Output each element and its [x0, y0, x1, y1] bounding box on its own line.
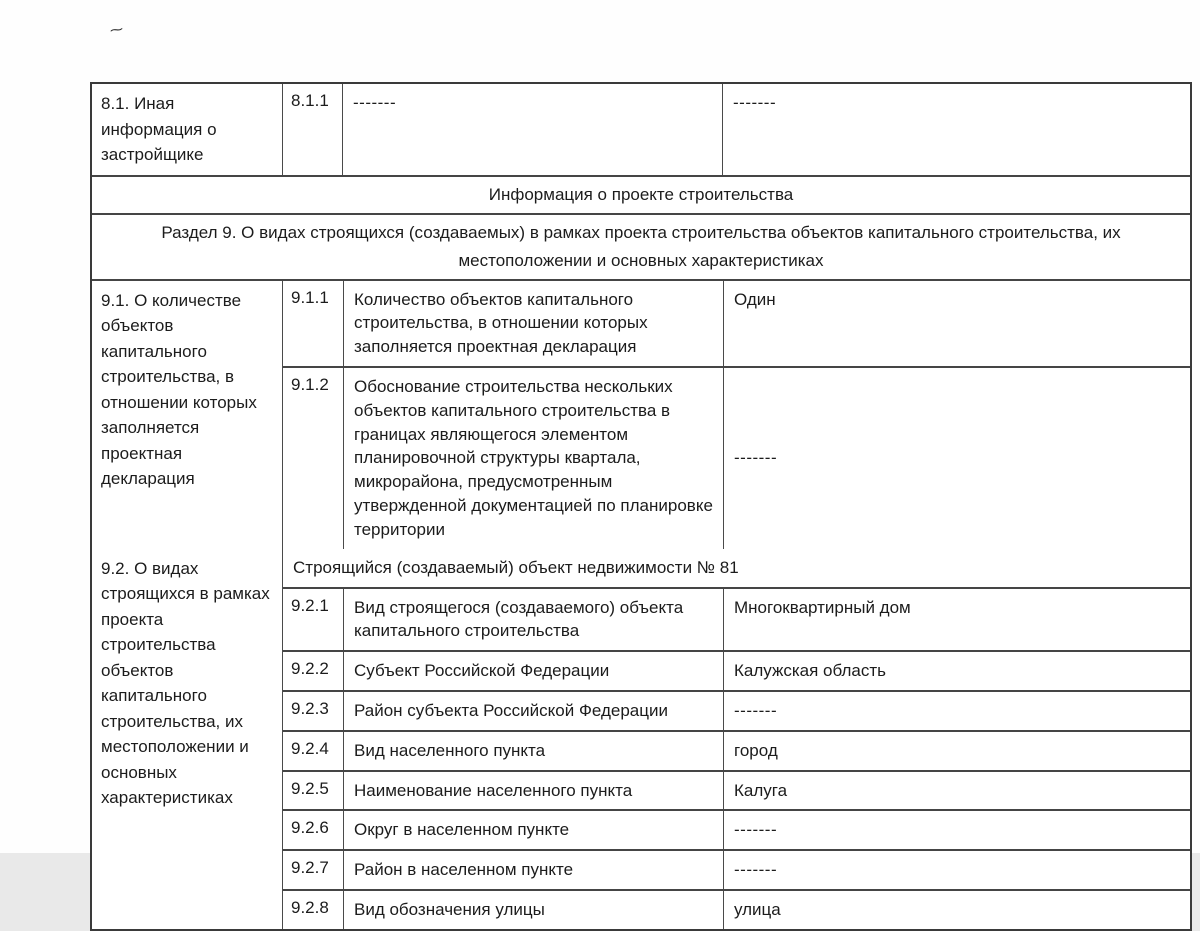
section-9-1-body — [282, 281, 1190, 549]
row-number: 9.2.2 — [291, 659, 329, 679]
row-value: ------- — [723, 811, 1190, 849]
row-number: 8.1.1 — [282, 84, 342, 175]
section-9-2-body — [282, 549, 1190, 929]
table-row-9-1-1 — [283, 281, 1190, 366]
table-row-9-2-8 — [283, 889, 1190, 929]
section-8-1-label: 8.1. Иная информация о застройщике — [101, 94, 217, 164]
row-description: Вид обозначения улицы — [343, 891, 723, 929]
row-value: Многоквартирный дом — [723, 589, 1190, 651]
row-description: Вид строящегося (создаваемого) объекта капитального строительства — [343, 589, 723, 651]
row-description: Обоснование строительства нескольких объектов капитального строительства в границах являющегося элементом планировочной структуры квартала, микрорайона, предусмотренным утвержденной документацией по планировке территории — [343, 368, 723, 549]
row-number: 9.2.1 — [291, 595, 329, 615]
row-value: ------- — [723, 368, 1190, 549]
row-value: Калужская область — [723, 652, 1190, 690]
row-number: 9.1.2 — [291, 375, 329, 395]
table-row-9-2-3 — [283, 690, 1190, 730]
table-row-9-2-5 — [283, 770, 1190, 810]
section-9-1 — [92, 279, 1190, 549]
object-subheader: Строящийся (создаваемый) объект недвижимости № 81 — [293, 557, 739, 577]
table-row-9-2-2 — [283, 650, 1190, 690]
scan-artifact-mark: ⁓ — [108, 21, 122, 38]
row-description: ------- — [342, 84, 722, 175]
header-project-info-text: Информация о проекте строительства — [488, 184, 794, 204]
row-value: город — [723, 732, 1190, 770]
table-row-9-2-7 — [283, 849, 1190, 889]
row-description: Вид населенного пункта — [343, 732, 723, 770]
section-9-1-label: 9.1. О количестве объектов капитального строительства, в отношении которых заполняется проектная декларация — [101, 290, 257, 489]
row-number: 9.2.5 — [291, 778, 329, 798]
row-number: 9.2.7 — [291, 858, 329, 878]
row-description: Район субъекта Российской Федерации — [343, 692, 723, 730]
table-row-9-2-1 — [283, 587, 1190, 651]
row-description: Наименование населенного пункта — [343, 772, 723, 810]
row-number: 9.2.4 — [291, 738, 329, 758]
table-row-9-1-2 — [283, 366, 1190, 549]
row-description: Район в населенном пункте — [343, 851, 723, 889]
row-number: 9.2.6 — [291, 818, 329, 838]
table-row-9-2-4 — [283, 730, 1190, 770]
row-number: 9.2.8 — [291, 897, 329, 917]
row-description: Субъект Российской Федерации — [343, 652, 723, 690]
declaration-table — [90, 82, 1192, 931]
header-section-9 — [92, 213, 1190, 279]
section-9-2 — [92, 549, 1190, 929]
row-value: ------- — [722, 84, 1190, 175]
table-row-8-1 — [92, 84, 1190, 175]
row-value: Калуга — [723, 772, 1190, 810]
row-description: Округ в населенном пункте — [343, 811, 723, 849]
header-project-info — [92, 175, 1190, 213]
header-section-9-text: Раздел 9. О видах строящихся (создаваемых) в рамках проекта строительства объектов капитального строительства, их местоположении и основных характеристиках — [161, 222, 1121, 270]
section-9-2-label: 9.2. О видах строящихся в рамках проекта строительства объектов капитального строительства, их местоположении и основных характеристиках — [101, 558, 270, 808]
row-value: улица — [723, 891, 1190, 929]
row-number: 9.1.1 — [291, 287, 329, 307]
table-row-9-2-6 — [283, 809, 1190, 849]
row-description: Количество объектов капитального строительства, в отношении которых заполняется проектная декларация — [343, 281, 723, 366]
row-number: 9.2.3 — [291, 699, 329, 718]
row-value: ------- — [723, 692, 1190, 730]
row-value: ------- — [723, 851, 1190, 889]
row-value: Один — [723, 281, 1190, 366]
